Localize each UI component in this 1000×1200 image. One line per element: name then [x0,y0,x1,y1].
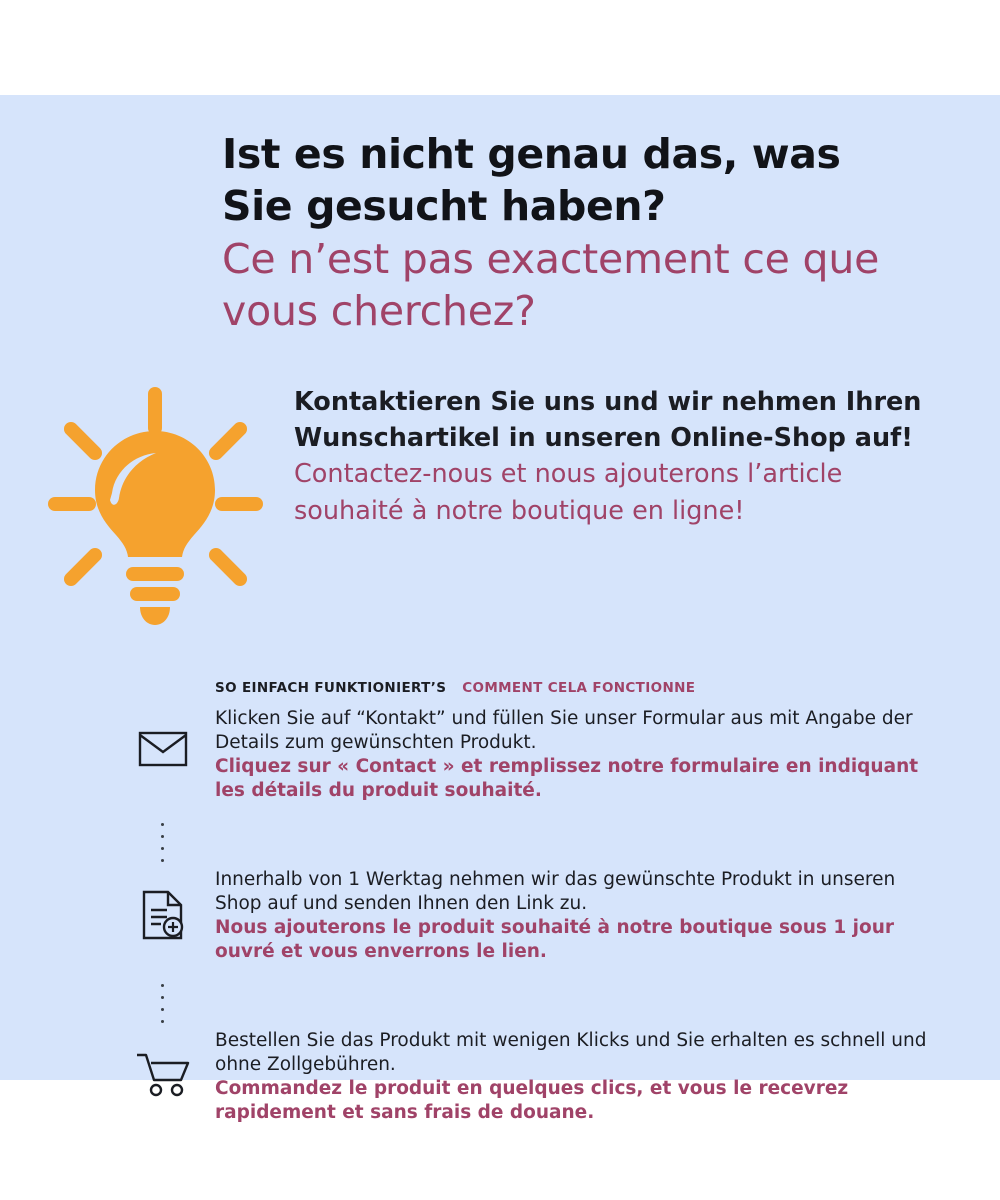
step-item [110,1029,940,1141]
step-divider [110,819,940,868]
step-text-french: Nous ajouterons le produit souhaité à notre boutique sous 1 jour ouvré et vous enverrons le lien. [215,917,894,963]
step-text [215,707,940,803]
steps-header [215,680,695,696]
step-text-german: Klicken Sie auf “Kontakt” und füllen Sie unser Formular aus mit Angabe der Details zum gewünschten Produkt. [215,708,913,754]
step-item [110,707,940,819]
step-text-german: Bestellen Sie das Produkt mit wenigen Klicks und Sie erhalten es schnell und ohne Zollgebühren. [215,1030,927,1076]
headline-block [222,128,922,338]
step-text [215,868,940,964]
envelope-icon [110,707,215,769]
step-text-german: Innerhalb von 1 Werktag nehmen wir das gewünschte Produkt in unseren Shop auf und senden Ihnen den Link zu. [215,869,896,915]
headline-french: Ce n’est pas exactement ce que vous cherchez? [222,234,880,336]
intro-german: Kontaktieren Sie uns und wir nehmen Ihren Wunschartikel in unseren Online-Shop auf! [294,387,922,454]
promo-banner [0,95,1000,1124]
headline-german: Ist es nicht genau das, was Sie gesucht haben? [222,130,841,231]
step-divider [110,980,940,1029]
step-text-french: Commandez le produit en quelques clics, et vous le recevrez rapidement et sans frais de douane. [215,1078,849,1124]
step-item [110,868,940,980]
steps-header-french: COMMENT CELA FONCTIONNE [462,680,696,696]
intro-block [294,384,934,529]
lightbulb-illustration [40,385,270,635]
document-add-icon [110,868,215,940]
step-text-french: Cliquez sur « Contact » et remplissez notre formulaire en indiquant les détails du produit souhaité. [215,756,919,802]
dotted-connector [110,980,215,1029]
step-text [215,1029,940,1125]
dotted-connector [110,819,215,868]
steps-list [110,707,940,1141]
steps-header-german: SO EINFACH FUNKTIONIERT’S [215,680,447,696]
lightbulb-icon [40,385,270,635]
shopping-cart-icon [110,1029,215,1097]
intro-french: Contactez-nous et nous ajouterons l’article souhaité à notre boutique en ligne! [294,459,843,526]
